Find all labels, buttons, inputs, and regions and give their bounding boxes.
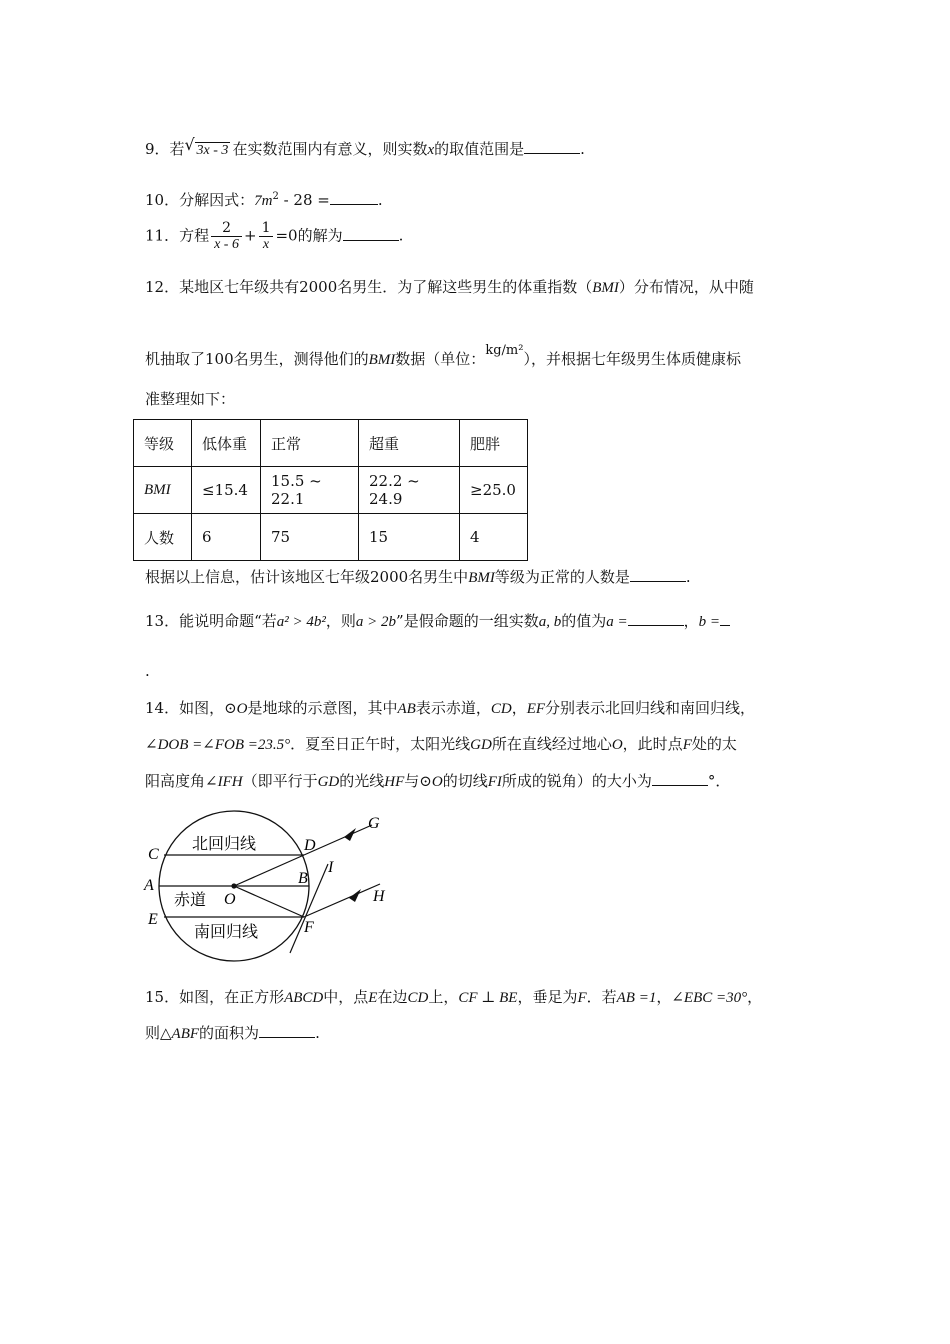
line-OD: [234, 855, 304, 886]
table-cell: 等级: [134, 420, 192, 467]
table-cell: 肥胖: [460, 420, 528, 467]
table-cell: 22.2 ~ 24.9: [359, 467, 460, 514]
label-F: F: [304, 919, 314, 936]
label-C: C: [148, 846, 159, 863]
table-row: [134, 514, 528, 561]
table-row: [134, 420, 528, 467]
label-equator: 赤道: [174, 892, 207, 909]
label-north-tropic: 北回归线: [192, 836, 257, 853]
center-point-O: [231, 883, 236, 888]
table-cell: 超重: [359, 420, 460, 467]
table-cell: 15: [359, 514, 460, 561]
table-cell: BMI: [134, 467, 192, 514]
table-cell: 15.5 ~ 22.1: [261, 467, 359, 514]
answer-blank-9[interactable]: [524, 139, 580, 154]
answer-blank-11[interactable]: [343, 226, 399, 241]
question-15-line-2: 则△ABF的面积为 .: [145, 1024, 320, 1042]
table-cell: 正常: [261, 420, 359, 467]
fraction-2: $\frac{1}{x}$: [259, 220, 274, 253]
answer-blank-13a[interactable]: [628, 611, 684, 626]
line-OF: [234, 886, 304, 917]
question-12-after-table: 根据以上信息，估计该地区七年级2000名男生中BMI等级为正常的人数是 .: [145, 568, 691, 586]
label-A: A: [144, 877, 154, 894]
question-10: 10．分解因式：$7m^2 - 28$ = .: [145, 191, 383, 209]
label-south-tropic: 南回归线: [194, 924, 259, 941]
question-11: 11．方程 $\frac{2}{x - 6}$ + $\frac{1}{x}$ =0的解为 .: [145, 220, 404, 252]
table-cell: 人数: [134, 514, 192, 561]
question-14-line-3: 阳高度角∠IFH（即平行于GD的光线HF与⊙O的切线FI所成的锐角）的大小为 °．: [145, 772, 731, 790]
question-13-end: .: [145, 662, 150, 680]
table-cell: 低体重: [192, 420, 261, 467]
answer-blank-10[interactable]: [330, 190, 378, 205]
fraction-1: $\frac{2}{x - 6}$: [211, 220, 242, 253]
question-12-line-3: 准整理如下：: [145, 390, 236, 408]
label-G: G: [368, 815, 380, 832]
bmi-table: [133, 419, 528, 561]
label-O: O: [224, 891, 236, 908]
answer-blank-13b[interactable]: [720, 611, 730, 626]
question-13: 13．能说明命题“若a² > 4b²，则a > 2b”是假命题的一组实数a, b的值为a = ，b =: [145, 610, 730, 633]
question-14-line-2: ∠DOB =∠FOB =23.5°．夏至日正午时，太阳光线GD所在直线经过地心O，此时点F处的太: [145, 735, 737, 753]
sunlight-ray-HF: [304, 884, 380, 917]
arrow-head-H: [349, 889, 361, 902]
label-H: H: [373, 888, 385, 905]
question-15-line-1: 15．如图，在正方形ABCD中，点E在边CD上，CF ⊥ BE，垂足为F．若AB =1，∠EBC =30°，: [145, 988, 763, 1006]
arrow-head-G: [344, 828, 356, 841]
label-D: D: [304, 837, 316, 854]
answer-blank-12[interactable]: [630, 567, 686, 582]
answer-blank-15[interactable]: [259, 1023, 315, 1038]
table-cell: ≥25.0: [460, 467, 528, 514]
question-12-line-2: 机抽取了100名男生，测得他们的BMI数据（单位：kg/m²），并根据七年级男生体质健康标: [145, 343, 741, 368]
table-cell: ≤15.4: [192, 467, 261, 514]
table-cell: 75: [261, 514, 359, 561]
earth-diagram: [140, 808, 400, 978]
label-E: E: [148, 911, 158, 928]
table-cell: 4: [460, 514, 528, 561]
sqrt-expression: √ 3x - 3: [185, 138, 231, 162]
answer-blank-14[interactable]: [652, 771, 708, 786]
table-row: [134, 467, 528, 514]
question-14-line-1: 14．如图，⊙O是地球的示意图，其中AB表示赤道，CD，EF分别表示北回归线和南回归线，: [145, 699, 756, 717]
label-I: I: [328, 859, 334, 876]
label-B: B: [298, 870, 308, 887]
table-cell: 6: [192, 514, 261, 561]
question-12-line-1: 12．某地区七年级共有2000名男生．为了解这些男生的体重指数（BMI）分布情况，从中随: [145, 278, 754, 296]
question-9: 9．若√ 3x - 3 在实数范围内有意义，则实数x的取值范围是 .: [145, 138, 585, 162]
